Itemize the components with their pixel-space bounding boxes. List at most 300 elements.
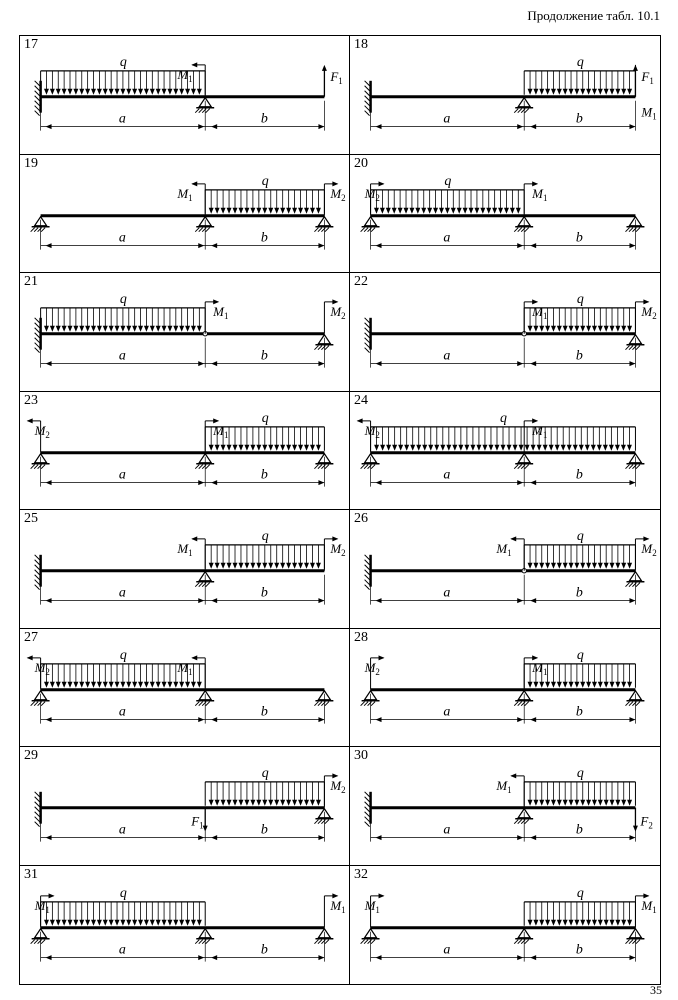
q-label: q [576, 291, 584, 307]
dimension-arrow [46, 598, 52, 603]
fixed-support-left-hatch [365, 792, 370, 797]
load-arrow-head [452, 444, 457, 450]
load-arrow-head [474, 207, 479, 213]
load-arrow-head [539, 563, 544, 569]
load-arrow-head [486, 207, 491, 213]
load-arrow-head [292, 800, 297, 806]
dimension-arrow [517, 955, 523, 960]
load-arrow-head [574, 89, 579, 95]
dimension-arrow [629, 361, 635, 366]
load-arrow-head [103, 919, 108, 925]
dimension-arrow [530, 243, 536, 248]
load-arrow-head [227, 207, 232, 213]
load-arrow-head [310, 800, 315, 806]
moment-label: $M_1$ [34, 897, 50, 915]
load-arrow-head [73, 89, 78, 95]
dimension-a-label: a [118, 942, 126, 958]
load-arrow-head [250, 563, 255, 569]
load-arrow-head [144, 919, 149, 925]
load-arrow-head [386, 207, 391, 213]
load-arrow-head [507, 444, 512, 450]
dimensions [371, 575, 636, 605]
dimensions [371, 456, 636, 486]
fixed-support-left-hatch [35, 575, 40, 580]
load-arrow-head [374, 207, 379, 213]
dimension-arrow [517, 124, 523, 129]
load-arrow-head [627, 800, 632, 806]
dimension-arrow [198, 243, 204, 248]
q-label: q [576, 54, 584, 70]
load-arrow-head [97, 681, 102, 687]
dimensions [41, 101, 325, 131]
load-arrow-head [586, 681, 591, 687]
scheme-number: 25 [24, 511, 38, 526]
scheme-cell-26 [350, 510, 660, 629]
distributed-load [524, 545, 635, 569]
load-arrow-head [85, 919, 90, 925]
dimension-arrow [376, 835, 382, 840]
load-arrow-head [262, 207, 267, 213]
load-arrow-head [316, 444, 321, 450]
load-arrow-head [591, 444, 596, 450]
load-arrow-head [551, 326, 556, 332]
load-arrow-head [528, 919, 533, 925]
load-arrow-head [563, 681, 568, 687]
beam-scheme-25 [20, 510, 349, 628]
scheme-cell-21 [20, 273, 350, 392]
load-arrow-head [120, 89, 125, 95]
load-arrow-head [592, 326, 597, 332]
load-arrow-head [162, 326, 167, 332]
load-arrow-head [537, 444, 542, 450]
dimension-a-label: a [118, 467, 126, 483]
load-arrow-head [510, 207, 515, 213]
load-arrow-head [50, 681, 55, 687]
load-arrow-head [580, 563, 585, 569]
load-arrow-head [150, 919, 155, 925]
fixed-support-left-hatch [35, 328, 40, 333]
load-arrow-head [539, 326, 544, 332]
load-arrow-head [138, 89, 143, 95]
dimension-arrow [517, 361, 523, 366]
load-arrow-head [580, 919, 585, 925]
load-arrow-head [569, 563, 574, 569]
load-arrow-head [598, 89, 603, 95]
moment-arrow-head [27, 655, 33, 660]
load-arrow-head [433, 207, 438, 213]
moment-arrow-head [191, 655, 197, 660]
load-arrow-head [586, 326, 591, 332]
load-arrow-head [579, 444, 584, 450]
load-arrow-head [191, 681, 196, 687]
fixed-support-left-hatch [365, 323, 370, 328]
load-arrow-head [609, 444, 614, 450]
load-arrow-head [615, 563, 620, 569]
fixed-support-left-hatch [35, 807, 40, 812]
load-arrow-head [156, 89, 161, 95]
load-arrow-head [91, 919, 96, 925]
load-arrow-head [156, 681, 161, 687]
q-label: q [119, 54, 127, 70]
fixed-support-left-hatch [365, 343, 370, 348]
load-arrow-head [574, 800, 579, 806]
load-arrow-head [580, 681, 585, 687]
force-label: $F_1$ [330, 68, 343, 86]
load-arrow-head [179, 326, 184, 332]
load-arrow-head [250, 207, 255, 213]
load-arrow-head [304, 207, 309, 213]
load-arrow-head [416, 444, 421, 450]
fixed-support-left-hatch [365, 570, 370, 575]
load-arrow-head [586, 89, 591, 95]
dimension-arrow [211, 361, 217, 366]
load-arrow-head [173, 681, 178, 687]
load-arrow-head [167, 681, 172, 687]
load-arrow-head [150, 89, 155, 95]
load-arrow-head [197, 326, 202, 332]
load-arrow-head [440, 444, 445, 450]
load-arrow-head [604, 563, 609, 569]
dimension-arrow [530, 717, 536, 722]
load-arrow-head [56, 919, 61, 925]
load-arrow-head [598, 681, 603, 687]
dimension-arrow [517, 717, 523, 722]
load-arrow-head [215, 207, 220, 213]
dimension-a-label: a [118, 111, 126, 127]
load-arrow-head [274, 563, 279, 569]
load-arrow-head [286, 444, 291, 450]
scheme-number: 29 [24, 748, 38, 763]
fixed-support-left-hatch [365, 106, 370, 111]
dimension-b-label: b [260, 942, 268, 958]
scheme-number: 28 [354, 629, 368, 645]
moment-arrow-head [49, 893, 55, 898]
load-arrow-head [79, 89, 84, 95]
load-arrow-head [551, 563, 556, 569]
fixed-support-left-hatch [365, 580, 370, 585]
load-arrow-head [615, 326, 620, 332]
scheme-cell-30 [350, 747, 660, 866]
beam-scheme-27 [20, 629, 349, 747]
dimension-b-label: b [260, 111, 268, 127]
dimension-arrow [629, 835, 635, 840]
load-arrow-head [610, 563, 615, 569]
load-arrow-head [597, 444, 602, 450]
load-arrow-head [445, 207, 450, 213]
load-arrow-head [409, 207, 414, 213]
load-arrow-head [592, 563, 597, 569]
load-arrow-head [209, 800, 214, 806]
load-arrow-head [115, 89, 120, 95]
load-arrow-head [557, 89, 562, 95]
beam-scheme-28 [350, 629, 660, 747]
dimension-arrow [629, 955, 635, 960]
load-arrow-head [209, 444, 214, 450]
dimension-a-label: a [118, 822, 126, 838]
scheme-number: 21 [24, 274, 38, 289]
load-arrow-head [567, 444, 572, 450]
load-arrow-head [615, 681, 620, 687]
load-arrow-head [557, 681, 562, 687]
load-arrow-head [569, 326, 574, 332]
moment-label: $M_2$ [34, 659, 50, 677]
load-arrow-head [150, 326, 155, 332]
dimensions [371, 693, 636, 723]
dimension-a-label: a [118, 348, 126, 364]
load-arrow-head [610, 919, 615, 925]
moment-label: $M_2$ [364, 659, 380, 677]
moment-label: $M_1$ [496, 540, 512, 558]
load-arrow-head [97, 326, 102, 332]
load-arrow-head [580, 89, 585, 95]
fixed-support-left-hatch [35, 106, 40, 111]
load-arrow-head [79, 326, 84, 332]
load-arrow-head [621, 89, 626, 95]
dimension-arrow [376, 124, 382, 129]
load-arrow-head [574, 681, 579, 687]
load-arrow-head [621, 919, 626, 925]
fixed-support-left-hatch [365, 560, 370, 565]
moment-arrow-head [357, 418, 363, 423]
load-arrow-head [162, 681, 167, 687]
fixed-support-left-hatch [35, 343, 40, 348]
load-arrow-head [115, 919, 120, 925]
fixed-support-left-hatch [35, 792, 40, 797]
load-arrow-head [215, 444, 220, 450]
scheme-cell-23 [20, 392, 350, 511]
moment-label: $M_1$ [177, 66, 193, 84]
load-arrow-head [138, 919, 143, 925]
load-arrow-head [91, 326, 96, 332]
dimension-a-label: a [443, 467, 451, 483]
fixed-support-left-hatch [35, 585, 40, 590]
force-label: $F_2$ [640, 813, 653, 831]
load-arrow-head [557, 919, 562, 925]
load-arrow-head [310, 207, 315, 213]
fixed-support-left-hatch [35, 797, 40, 802]
fixed-support-left-hatch [365, 81, 370, 86]
dimension-b-label: b [575, 230, 583, 246]
moment-label: $M_2$ [641, 303, 657, 321]
beam-scheme-32 [350, 866, 660, 985]
dimension-arrow [629, 598, 635, 603]
fixed-support-left-hatch [35, 111, 40, 116]
load-arrow-head [292, 563, 297, 569]
load-arrow-head [156, 326, 161, 332]
load-arrow-head [569, 800, 574, 806]
dimension-arrow [198, 480, 204, 485]
load-arrow-head [132, 326, 137, 332]
load-arrow-head [244, 444, 249, 450]
load-arrow-head [563, 800, 568, 806]
load-arrow-head [615, 919, 620, 925]
load-arrow-head [604, 89, 609, 95]
q-label: q [119, 291, 127, 307]
dimension-a-label: a [443, 942, 451, 958]
load-arrow-head [103, 681, 108, 687]
load-arrow-head [162, 919, 167, 925]
load-arrow-head [551, 800, 556, 806]
load-arrow-head [250, 444, 255, 450]
load-arrow-head [580, 800, 585, 806]
scheme-number: 18 [354, 37, 368, 52]
load-arrow-head [185, 681, 190, 687]
load-arrow-head [404, 444, 409, 450]
load-arrow-head [298, 800, 303, 806]
moment-arrow-head [510, 536, 516, 541]
load-arrow-head [62, 681, 67, 687]
load-arrow-head [221, 207, 226, 213]
distributed-load [371, 426, 636, 450]
load-arrow-head [68, 326, 73, 332]
dimension-arrow [211, 955, 217, 960]
fixed-support-left-hatch [365, 807, 370, 812]
load-arrow-head [120, 326, 125, 332]
dimension-a-label: a [443, 704, 451, 720]
load-arrow-head [268, 800, 273, 806]
dimension-arrow [198, 124, 204, 129]
load-arrow-head [238, 207, 243, 213]
dimension-a-label: a [118, 704, 126, 720]
fixed-support-left-hatch [35, 348, 40, 353]
load-arrow-head [191, 919, 196, 925]
load-arrow-head [280, 563, 285, 569]
load-arrow-head [545, 89, 550, 95]
dimension-a-label: a [443, 348, 451, 364]
load-arrow-head [44, 89, 49, 95]
load-arrow-head [262, 800, 267, 806]
load-arrow-head [422, 444, 427, 450]
dimension-arrow [629, 480, 635, 485]
load-arrow-head [586, 800, 591, 806]
load-arrow-head [215, 800, 220, 806]
dimension-a-label: a [118, 230, 126, 246]
dimension-arrow [376, 717, 382, 722]
moment-label: $M_1$ [641, 897, 657, 915]
fixed-support-left-hatch [35, 580, 40, 585]
dimension-b-label: b [575, 467, 583, 483]
load-arrow-head [316, 563, 321, 569]
distributed-load [524, 782, 635, 806]
page-header: Продолжение табл. 10.1 [527, 8, 660, 23]
load-arrow-head [109, 919, 114, 925]
scheme-cell-32 [350, 866, 660, 985]
dimension-arrow [318, 480, 324, 485]
load-arrow-head [533, 89, 538, 95]
load-arrow-head [185, 326, 190, 332]
load-arrow-head [50, 89, 55, 95]
beam-scheme-30 [350, 747, 660, 865]
fixed-support-left-hatch [35, 96, 40, 101]
dimensions [41, 219, 325, 249]
load-arrow-head [551, 89, 556, 95]
load-arrow-head [56, 326, 61, 332]
fixed-support-left-hatch [365, 348, 370, 353]
moment-mid [191, 181, 205, 215]
moment-label: $M_1$ [177, 540, 193, 558]
load-arrow-head [563, 89, 568, 95]
fixed-support-left-hatch [365, 585, 370, 590]
load-arrow-head [209, 207, 214, 213]
beam-scheme-19 [20, 155, 349, 273]
distributed-load [371, 189, 525, 213]
dimension-b-label: b [260, 704, 268, 720]
load-arrow-head [415, 207, 420, 213]
fixed-support-left-hatch [35, 333, 40, 338]
load-arrow-head [85, 89, 90, 95]
load-arrow-head [233, 563, 238, 569]
load-arrow-head [262, 444, 267, 450]
beam-scheme-18 [350, 36, 660, 154]
load-arrow-head [115, 326, 120, 332]
dimension-a-label: a [443, 230, 451, 246]
q-label: q [261, 410, 269, 426]
fixed-support-left-hatch [365, 797, 370, 802]
dimension-b-label: b [575, 348, 583, 364]
load-arrow-head [476, 444, 481, 450]
beam-scheme-17 [20, 36, 349, 154]
load-arrow-head [627, 919, 632, 925]
fixed-support-left-hatch [365, 812, 370, 817]
moment-label: $M_1$ [364, 897, 380, 915]
fixed-support-left-hatch [365, 802, 370, 807]
load-arrow-head [304, 800, 309, 806]
scheme-number: 22 [354, 274, 368, 289]
dimension-arrow [46, 361, 52, 366]
moment-arrow-head [27, 418, 33, 423]
load-arrow-head [221, 444, 226, 450]
scheme-number: 30 [354, 748, 368, 763]
load-arrow-head [244, 800, 249, 806]
load-arrow-head [280, 444, 285, 450]
load-arrow-head [610, 681, 615, 687]
load-arrow-head [91, 89, 96, 95]
load-arrow-head [50, 326, 55, 332]
beam-scheme-22 [350, 273, 660, 391]
q-label: q [261, 173, 269, 189]
fixed-support-left-hatch [365, 328, 370, 333]
load-arrow-head [480, 207, 485, 213]
dimension-a-label: a [118, 585, 126, 601]
load-arrow-head [627, 681, 632, 687]
load-arrow-head [621, 681, 626, 687]
moment-label: $M_2$ [364, 422, 380, 440]
load-arrow-head [262, 563, 267, 569]
load-arrow-head [392, 444, 397, 450]
load-arrow-head [316, 800, 321, 806]
load-arrow-head [539, 800, 544, 806]
load-arrow-head [286, 207, 291, 213]
fixed-support-left-hatch [35, 570, 40, 575]
load-arrow-head [268, 444, 273, 450]
distributed-load [41, 308, 206, 332]
moment-label: $M_2$ [364, 185, 380, 203]
load-arrow-head [528, 89, 533, 95]
beam-scheme-31 [20, 866, 349, 985]
load-arrow-head [586, 919, 591, 925]
moment-label: $M_1$ [532, 422, 548, 440]
scheme-number: 31 [24, 866, 38, 882]
q-label: q [444, 173, 452, 189]
load-arrow-head [215, 563, 220, 569]
load-arrow-head [233, 444, 238, 450]
fixed-support-left-hatch [35, 822, 40, 827]
beam-scheme-21 [20, 273, 349, 391]
load-arrow-head [109, 681, 114, 687]
dimension-b-label: b [575, 704, 583, 720]
load-arrow-head [603, 444, 608, 450]
distributed-load [205, 782, 324, 806]
